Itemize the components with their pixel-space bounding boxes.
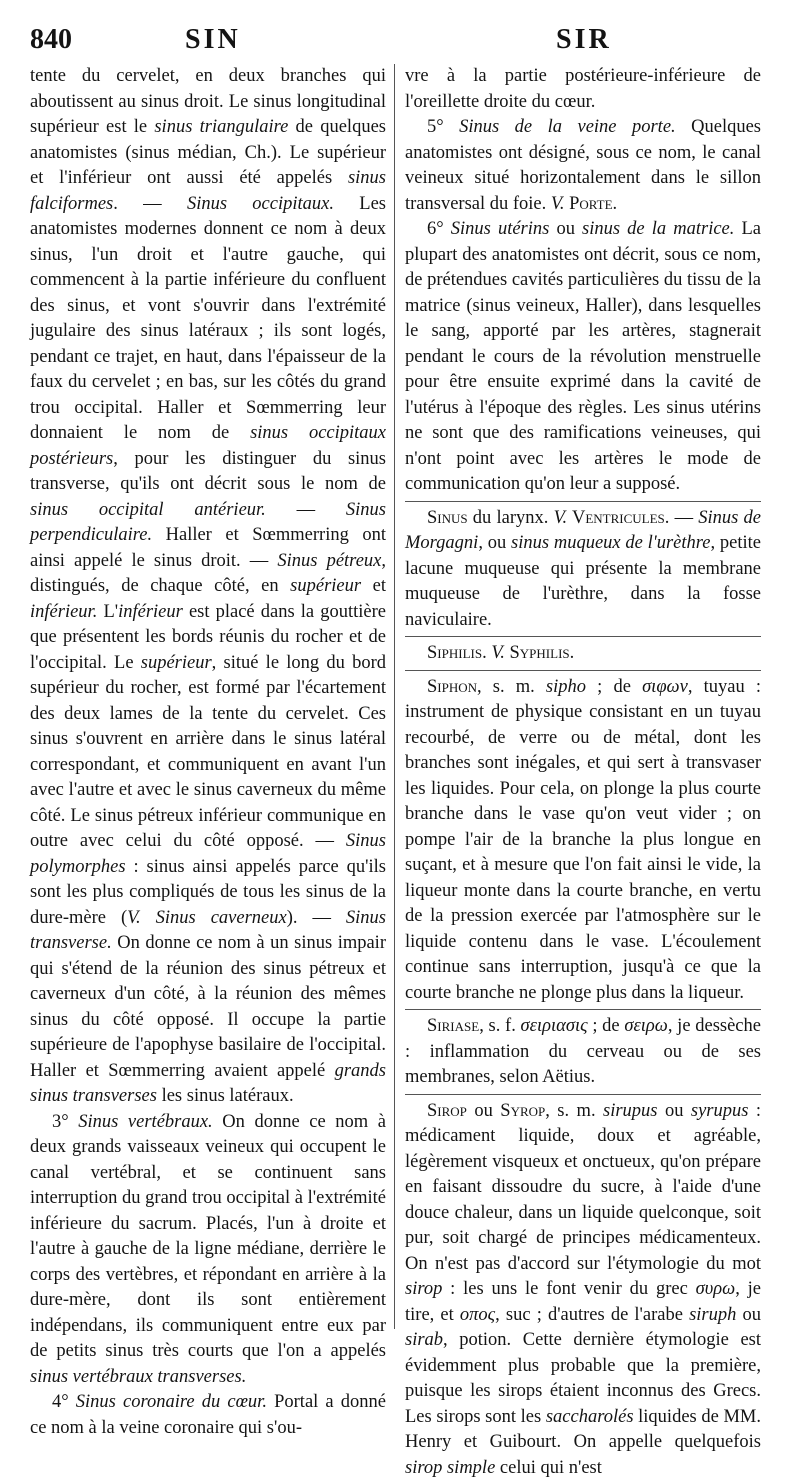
- text-run: , ou: [478, 533, 511, 553]
- headword-sinus: Sinus: [427, 508, 468, 528]
- entry-siphilis: [405, 641, 761, 667]
- see-reference: V.: [554, 508, 568, 528]
- text-run: On donne ce nom à deux grands vaisseaux veineux qui occupent le canal vertébral, et se continuent sans interruption du grand trou occipital à l'extrémité inférieure du sacrum. Placés, l'un à droite et l'autre à gauche de la ligne médiane, derrière le corps des vertèbres, et répondant en arrière à la dure-mère, dont ils sont entièrement indépendans, ils communiquent entre eux par de petits sinus très courts que l'on a appelés: [30, 1112, 386, 1362]
- text-run: de quelques anatomistes (sinus médian, Ch.). Le supérieur et l'inférieur ont aussi été appelés: [30, 117, 386, 188]
- text-run: : médicament liquide, doux et agréable, légèrement visqueux et onctueux, qu'on prépare en faisant dissoudre du sucre, à l'aide d'une douce chaleur, dans un liquide quelconque, soit pur, soit chargé de principes médicamenteux. On n'est pas d'accord sur l'étymologie du mot: [405, 1101, 761, 1274]
- text-run: ; de: [586, 677, 642, 697]
- text-run: —: [669, 508, 698, 528]
- text-run: , s. m.: [545, 1101, 603, 1121]
- entry-separator: [405, 670, 761, 671]
- text-run: , potion. Cette dernière étymologie est évidemment plus probable que la première, puisque les sirops étaient inconnus des Grecs. Les sirops sont les: [405, 1330, 761, 1427]
- term-sinus-muqueux-urethre: sinus muqueux de l'urèthre: [511, 533, 711, 553]
- greek-etymology: οπος: [460, 1305, 495, 1325]
- text-run: ou: [467, 1101, 500, 1121]
- text-run: : sinus ainsi appelés parce qu'ils sont les plus compliqués de tous les sinus de la dure-mère (: [30, 857, 386, 928]
- column-divider: [394, 64, 395, 1329]
- latin-term: syrupus: [691, 1101, 749, 1121]
- term-grands-sinus-transverses: grands sinus transverses: [30, 1061, 386, 1107]
- text-run: ). —: [287, 908, 346, 928]
- headword-siriase: Siriase: [427, 1016, 479, 1036]
- list-number: 3°: [52, 1112, 78, 1132]
- headword-syrop: Syrop: [500, 1101, 545, 1121]
- text-run: , distingués, de chaque côté, en: [30, 551, 386, 597]
- text-run: est placé dans la gouttière que présentent les bords réunis du rocher et de l'occipital. Le: [30, 602, 386, 673]
- greek-etymology: σειρω: [624, 1016, 668, 1036]
- text-run: les sinus latéraux.: [157, 1086, 294, 1106]
- text-run: et: [361, 576, 386, 596]
- term-sirop: sirop: [405, 1279, 442, 1299]
- greek-etymology: σιφων: [642, 677, 688, 697]
- term-sinus-vertebraux-transverses: sinus vertébraux transverses.: [30, 1367, 246, 1387]
- term-sinus-matrice: sinus de la matrice.: [582, 219, 734, 239]
- cross-reference-sinus-caverneux: V. Sinus caverneux: [127, 908, 287, 928]
- headword-siphon: Siphon: [427, 677, 477, 697]
- headword-siphilis: Siphilis.: [427, 643, 487, 663]
- term-sinus-occipitaux-posterieurs: sinus occipitaux postérieurs: [30, 423, 386, 469]
- right-column: [405, 64, 761, 1481]
- text-run: , je tire, et: [405, 1279, 761, 1325]
- term-sinus-coronaire: Sinus coronaire du cœur.: [76, 1392, 267, 1412]
- term-sinus-occipital-anterieur: sinus occipital antérieur.: [30, 500, 266, 520]
- term-saccharoles: saccharolés: [546, 1407, 634, 1427]
- left-column: [30, 64, 386, 1441]
- term-sinus-polymorphes: Sinus polymorphes: [30, 831, 386, 877]
- text-run: celui qui n'est: [495, 1458, 602, 1478]
- term-sinus-perpendiculaire: Sinus perpendiculaire.: [30, 500, 386, 546]
- cross-reference-syphilis: Syphilis.: [505, 643, 574, 663]
- text-run: tente du cervelet, en deux branches qui aboutissent au sinus droit. Le sinus longitudinal supérieur est le: [30, 66, 386, 137]
- text-run: Les anatomistes modernes donnent ce nom à deux sinus, l'un droit et l'autre gauche, qui commencent à la partie inférieure du confluent des sinus, et vont s'ouvrir dans l'extrémité jugulaire des sinus latéraux ; ils sont logés, pendant ce trajet, en haut, dans l'épaisseur de la faux du cervelet ; en bas, sur les côtés du grand trou occipital. Haller et Sœmmerring leur donnaient le nom de: [30, 194, 386, 444]
- see-reference: V.: [491, 643, 505, 663]
- headword-sirop: Sirop: [427, 1101, 467, 1121]
- term-superieur: supérieur: [290, 576, 361, 596]
- paragraph-sinus-occipitaux: [30, 64, 386, 1110]
- term-inferieur: inférieur: [118, 602, 183, 622]
- list-number: 6°: [427, 219, 451, 239]
- text-run: ou: [658, 1101, 691, 1121]
- text-run: , petite lacune muqueuse qui présente la membrane muqueuse de l'urèthre, dans la fosse naviculaire.: [405, 533, 761, 630]
- greek-etymology: συρω: [696, 1279, 736, 1299]
- page-header: [0, 24, 800, 60]
- text-run: Quelques anatomistes ont désigné, sous ce nom, le canal veineux situé horizontalement dans le sillon transversal du foie.: [405, 117, 761, 214]
- entry-separator: [405, 1009, 761, 1010]
- text-run: du larynx.: [468, 508, 554, 528]
- term-sinus-uterins: Sinus utérins: [451, 219, 550, 239]
- entry-sirop: [405, 1099, 761, 1481]
- text-run: Haller et Sœmmerring ont ainsi appelé le sinus droit. —: [30, 525, 386, 571]
- paragraph-sinus-vertebraux: [30, 1110, 386, 1391]
- latin-term: sirupus: [603, 1101, 658, 1121]
- cross-reference-porte: Porte.: [564, 194, 617, 214]
- text-run: , situé le long du bord supérieur du rocher, est formé par l'écartement des deux lames de la tente du cervelet. Ces sinus s'ouvrent en arrière dans le sinus latéral correspondant, et communiquent en avant l'un avec l'autre et avec le sinus caverneux du même côté. Le sinus pétreux inférieur communique en outre avec celui du côté opposé. —: [30, 653, 386, 852]
- list-number: 5°: [427, 117, 459, 137]
- text-run: On donne ce nom à un sinus impair qui s'étend de la réunion des sinus pétreux et caverneux d'un côté, à la réunion des mêmes sinus du côté opposé. Il occupe la partie supérieure de l'apophyse basilaire de l'occipital. Haller et Sœmmerring avaient appelé: [30, 933, 386, 1081]
- text-run: La plupart des anatomistes ont décrit, sous ce nom, de prétendues cavités particulières du tissu de la matrice (sinus veineux, Haller), dans lesquelles le sang, apporté par les artères, stagnerait pendant le cours de la révolution menstruelle pour être ensuite exprimé dans la cavité de l'utérus à l'époque des règles. Les sinus utérins ne sont que des ramifications veineuses, qui n'ont point avec les artères le mode de communication qu'on leur a supposé.: [405, 219, 761, 494]
- arabic-term: sirab: [405, 1330, 443, 1350]
- text-run: Portal a donné ce nom à la veine coronaire qui s'ou-: [30, 1392, 386, 1438]
- term-sinus-falciformes: sinus falciformes: [30, 168, 386, 214]
- entry-separator: [405, 1094, 761, 1095]
- text-run: L': [97, 602, 118, 622]
- text-run: , suc ; d'autres de l'arabe: [495, 1305, 689, 1325]
- text-run: , pour les distinguer du sinus transverse, qu'ils ont décrit sous le nom de: [30, 449, 386, 495]
- term-sinus-morgagni: Sinus de Morgagni: [405, 508, 761, 554]
- text-run: . —: [113, 194, 187, 214]
- arabic-term: siruph: [689, 1305, 736, 1325]
- entry-sinus-larynx: [405, 506, 761, 634]
- text-run: , tuyau : instrument de physique consistant en un tuyau recourbé, de verre ou de métal, dont les branches sont inégales, et qui sert à transvaser les liquides. Pour cela, on plonge la plus courte branche dans le vase qu'on veut vider ; on pompe l'air de la branche la plus longue en suçant, et à mesure que l'on fait ainsi le vide, la liqueur monte dans la courte branche, en vertu de la pression exercée par l'atmosphère sur le liquide contenu dans le vase. L'écoulement continue sans interruption, jusqu'à ce que la courte branche ne plonge plus dans la liqueur.: [405, 677, 761, 1003]
- page-number: 840: [30, 24, 72, 56]
- text-run: ; de: [588, 1016, 625, 1036]
- latin-term: sipho: [546, 677, 586, 697]
- text-run: , je dessèche : inflammation du cerveau ou de ses membranes, selon Aëtius.: [405, 1016, 761, 1087]
- term-sinus-petreux: Sinus pétreux: [277, 551, 381, 571]
- left-running-head: SIN: [185, 24, 241, 56]
- list-number: 4°: [52, 1392, 76, 1412]
- term-sirop-simple: sirop simple: [405, 1458, 495, 1478]
- term-superieur: supérieur: [141, 653, 212, 673]
- entry-separator: [405, 501, 761, 502]
- paragraph-sinus-veine-porte: [405, 115, 761, 217]
- text-run: : les uns le font venir du grec: [442, 1279, 695, 1299]
- term-sinus-veine-porte: Sinus de la veine porte.: [459, 117, 676, 137]
- term-sinus-triangulaire: sinus triangulaire: [154, 117, 288, 137]
- text-run: , s. f.: [479, 1016, 520, 1036]
- greek-term: σειριασις: [521, 1016, 588, 1036]
- see-reference: V.: [551, 194, 565, 214]
- right-running-head: SIR: [556, 24, 612, 56]
- term-sinus-transverse: Sinus transverse.: [30, 908, 386, 954]
- term-inferieur: inférieur.: [30, 602, 97, 622]
- text-run: ou: [549, 219, 582, 239]
- text-run: liquides de MM. Henry et Guibourt. On appelle quelquefois: [405, 1407, 761, 1453]
- entry-siphon: [405, 675, 761, 1007]
- term-sinus-occipitaux: Sinus occipitaux.: [187, 194, 334, 214]
- paragraph-sinus-coronaire: [30, 1390, 386, 1441]
- text-run: —: [266, 500, 346, 520]
- term-sinus-vertebraux: Sinus vertébraux.: [78, 1112, 212, 1132]
- text-run: ou: [736, 1305, 761, 1325]
- entry-separator: [405, 636, 761, 637]
- paragraph-continuation: vre à la partie postérieure-inférieure de l'oreillette droite du cœur.: [405, 64, 761, 115]
- paragraph-sinus-uterins: [405, 217, 761, 498]
- entry-siriase: [405, 1014, 761, 1091]
- text-run: , s. m.: [477, 677, 546, 697]
- cross-reference-ventricules: Ventricules.: [567, 508, 669, 528]
